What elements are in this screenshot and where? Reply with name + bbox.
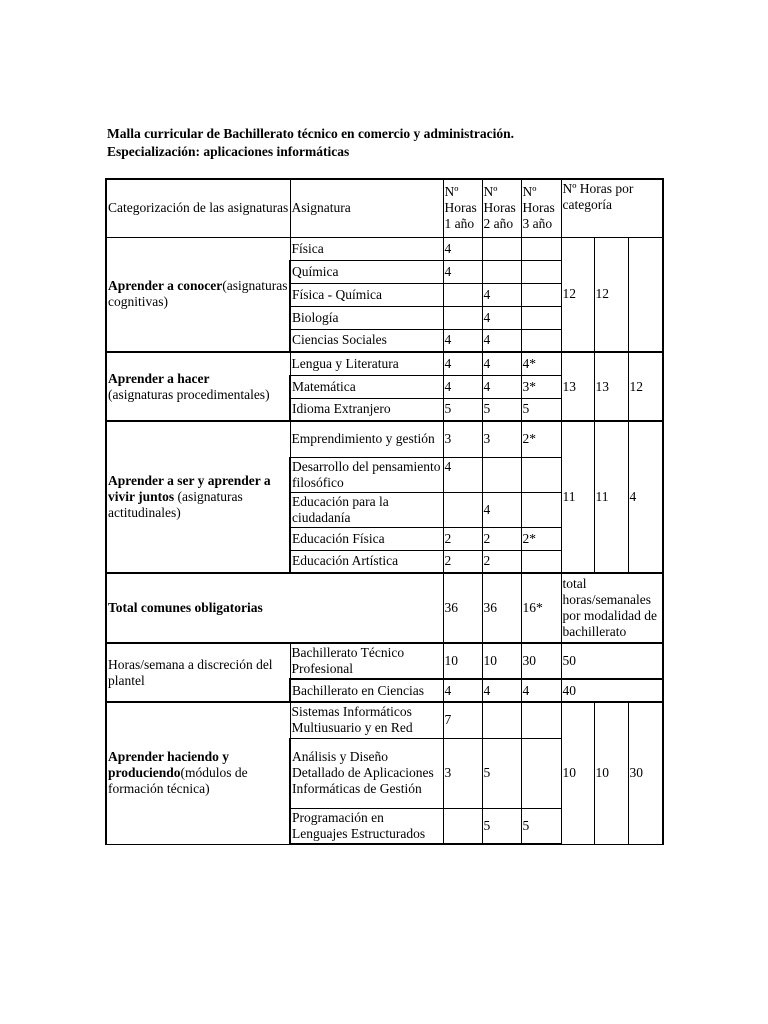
hours-cell — [482, 237, 521, 260]
category-hours-cell: 10 — [594, 702, 628, 844]
category-produciendo-desc: (módulos de formación técnica) — [108, 765, 248, 797]
table-row — [106, 421, 663, 457]
header-horas-3: Nº Horas 3 año — [521, 179, 561, 237]
hours-cell: 5 — [482, 738, 521, 808]
category-ser — [106, 421, 290, 573]
subject-cell: Sistemas Informáticos Multiusuario y en Red — [290, 702, 443, 738]
subject-cell: Educación Física — [290, 527, 443, 550]
total-note: total horas/semanales por modalidad de bachillerato — [561, 573, 663, 643]
category-conocer-desc: (asignaturas cognitivas) — [108, 278, 288, 310]
hours-cell: 4 — [443, 352, 482, 375]
total-label: Total comunes obligatorias — [106, 573, 443, 643]
hours-cell — [482, 702, 521, 738]
hours-cell: 2 — [482, 550, 521, 573]
category-hours-cell — [628, 237, 663, 352]
hours-cell — [521, 702, 561, 738]
hours-cell: 10 — [482, 643, 521, 679]
category-hacer-title: Aprender a hacer — [108, 370, 210, 386]
modalidad-total-cell: 40 — [561, 679, 663, 702]
hours-cell: 3* — [521, 375, 561, 398]
header-asignatura: Asignatura — [290, 179, 443, 237]
category-produciendo-title: Aprender haciendo y produciendo — [108, 749, 230, 781]
category-discrecion: Horas/semana a discreción del plantel — [106, 643, 290, 702]
category-hours-cell: 11 — [561, 421, 594, 573]
subject-cell: Educación Artística — [290, 550, 443, 573]
hours-cell: 4* — [521, 352, 561, 375]
hours-cell: 5 — [521, 808, 561, 844]
hours-cell — [521, 492, 561, 527]
table-row — [106, 702, 663, 738]
hours-cell — [521, 306, 561, 329]
subject-cell: Educación para la ciudadanía — [290, 492, 443, 527]
hours-cell — [443, 306, 482, 329]
category-conocer-title: Aprender a conocer — [108, 278, 223, 294]
category-ser-desc: (asignaturas actitudinales) — [108, 489, 243, 520]
document-title — [107, 125, 514, 161]
hours-cell: 10 — [443, 643, 482, 679]
hours-cell: 4 — [482, 352, 521, 375]
hours-cell: 2 — [443, 527, 482, 550]
category-hacer — [106, 352, 290, 421]
total-hours-1: 36 — [443, 573, 482, 643]
subject-cell: Ciencias Sociales — [290, 329, 443, 352]
hours-cell: 2* — [521, 527, 561, 550]
subject-cell: Matemática — [290, 375, 443, 398]
hours-cell: 2* — [521, 421, 561, 457]
category-ser-title: Aprender a ser y aprender a vivir juntos — [108, 473, 271, 504]
hours-cell: 5 — [482, 808, 521, 844]
category-hours-cell: 12 — [594, 237, 628, 352]
hours-cell: 2 — [443, 550, 482, 573]
header-horas-categoria: Nº Horas por categoría — [561, 179, 663, 237]
category-hacer-desc: (asignaturas procedimentales) — [108, 386, 270, 402]
hours-cell — [521, 329, 561, 352]
category-hours-cell: 13 — [594, 352, 628, 421]
subject-cell: Física - Química — [290, 283, 443, 306]
subject-cell: Bachillerato Técnico Profesional — [290, 643, 443, 679]
total-hours-3: 16* — [521, 573, 561, 643]
hours-cell — [482, 260, 521, 283]
subject-cell: Química — [290, 260, 443, 283]
curriculum-table — [105, 178, 664, 845]
hours-cell — [443, 492, 482, 527]
hours-cell: 4 — [482, 329, 521, 352]
subject-cell: Desarrollo del pensamiento filosófico — [290, 457, 443, 492]
header-row — [106, 179, 663, 237]
hours-cell — [443, 283, 482, 306]
hours-cell — [443, 808, 482, 844]
hours-cell: 30 — [521, 643, 561, 679]
title-line-1: Malla curricular de Bachillerato técnico en comercio y administración. — [107, 126, 515, 141]
hours-cell: 4 — [443, 237, 482, 260]
category-hours-cell: 12 — [561, 237, 594, 352]
category-produciendo — [106, 702, 290, 844]
hours-cell: 4 — [482, 679, 521, 702]
category-hours-cell: 12 — [628, 352, 663, 421]
subject-cell: Física — [290, 237, 443, 260]
header-categoria: Categorización de las asignaturas — [106, 179, 290, 237]
subject-cell: Lengua y Literatura — [290, 352, 443, 375]
category-hours-cell: 30 — [628, 702, 663, 844]
hours-cell — [521, 738, 561, 808]
hours-cell: 4 — [482, 283, 521, 306]
hours-cell — [521, 260, 561, 283]
hours-cell: 5 — [443, 398, 482, 421]
header-horas-1: Nº Horas 1 año — [443, 179, 482, 237]
hours-cell: 3 — [443, 738, 482, 808]
total-row — [106, 573, 663, 643]
subject-cell: Idioma Extranjero — [290, 398, 443, 421]
subject-cell: Análisis y Diseño Detallado de Aplicaciones Informáticas de Gestión — [290, 738, 443, 808]
table-row — [106, 643, 663, 679]
hours-cell — [521, 457, 561, 492]
hours-cell — [521, 237, 561, 260]
hours-cell: 4 — [521, 679, 561, 702]
hours-cell: 4 — [443, 329, 482, 352]
hours-cell: 4 — [482, 306, 521, 329]
hours-cell — [482, 457, 521, 492]
subject-cell: Bachillerato en Ciencias — [290, 679, 443, 702]
hours-cell: 4 — [482, 492, 521, 527]
hours-cell: 4 — [443, 260, 482, 283]
hours-cell: 2 — [482, 527, 521, 550]
hours-cell: 4 — [443, 457, 482, 492]
table-row — [106, 352, 663, 375]
hours-cell: 4 — [443, 375, 482, 398]
hours-cell — [521, 550, 561, 573]
hours-cell: 4 — [443, 679, 482, 702]
category-conocer — [106, 237, 290, 352]
category-hours-cell: 4 — [628, 421, 663, 573]
subject-cell: Biología — [290, 306, 443, 329]
hours-cell: 3 — [482, 421, 521, 457]
category-hours-cell: 10 — [561, 702, 594, 844]
total-hours-2: 36 — [482, 573, 521, 643]
modalidad-total-cell: 50 — [561, 643, 663, 679]
subject-cell: Programación en Lenguajes Estructurados — [290, 808, 443, 844]
subject-cell: Emprendimiento y gestión — [290, 421, 443, 457]
table-row — [106, 237, 663, 260]
hours-cell: 5 — [521, 398, 561, 421]
title-line-2: Especialización: aplicaciones informáticas — [107, 144, 350, 159]
hours-cell: 5 — [482, 398, 521, 421]
header-horas-2: Nº Horas 2 año — [482, 179, 521, 237]
hours-cell: 3 — [443, 421, 482, 457]
hours-cell — [521, 283, 561, 306]
hours-cell: 4 — [482, 375, 521, 398]
category-hours-cell: 13 — [561, 352, 594, 421]
hours-cell: 7 — [443, 702, 482, 738]
category-hours-cell: 11 — [594, 421, 628, 573]
